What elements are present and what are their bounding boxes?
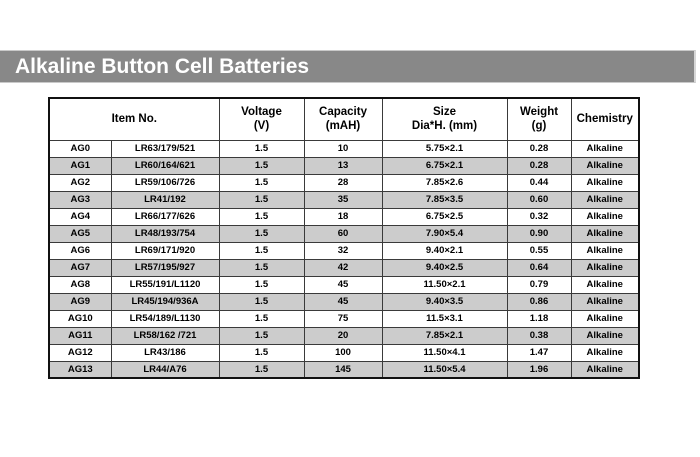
cell-weight: 1.47	[507, 344, 571, 361]
cell-chemistry: Alkaline	[571, 140, 639, 157]
cell-ag: AG12	[49, 344, 111, 361]
cell-capacity: 35	[304, 191, 382, 208]
table-row	[49, 327, 639, 344]
cell-chemistry: Alkaline	[571, 259, 639, 276]
cell-capacity: 18	[304, 208, 382, 225]
cell-weight: 0.32	[507, 208, 571, 225]
cell-size: 9.40×2.1	[382, 242, 507, 259]
cell-weight: 0.55	[507, 242, 571, 259]
cell-voltage: 1.5	[219, 327, 304, 344]
cell-lr: LR63/179/521	[111, 140, 219, 157]
cell-voltage: 1.5	[219, 344, 304, 361]
cell-lr: LR69/171/920	[111, 242, 219, 259]
col-header-voltage	[219, 98, 304, 140]
cell-ag: AG11	[49, 327, 111, 344]
cell-voltage: 1.5	[219, 191, 304, 208]
cell-size: 7.85×3.5	[382, 191, 507, 208]
header-line: Capacity	[319, 105, 367, 118]
cell-lr: LR57/195/927	[111, 259, 219, 276]
header-line: Size	[432, 105, 456, 118]
cell-lr: LR59/106/726	[111, 174, 219, 191]
cell-size: 11.50×4.1	[382, 344, 507, 361]
cell-chemistry: Alkaline	[571, 293, 639, 310]
table-row	[49, 344, 639, 361]
cell-weight: 0.64	[507, 259, 571, 276]
cell-capacity: 45	[304, 293, 382, 310]
header-line: (V)	[253, 120, 270, 133]
cell-lr: LR43/186	[111, 344, 219, 361]
table-body	[49, 140, 639, 378]
cell-weight: 0.44	[507, 174, 571, 191]
table-row	[49, 276, 639, 293]
cell-capacity: 20	[304, 327, 382, 344]
table-row	[49, 293, 639, 310]
cell-size: 9.40×2.5	[382, 259, 507, 276]
cell-capacity: 28	[304, 174, 382, 191]
cell-size: 7.90×5.4	[382, 225, 507, 242]
cell-ag: AG6	[49, 242, 111, 259]
col-header-capacity	[304, 98, 382, 140]
table-row	[49, 208, 639, 225]
table-row	[49, 242, 639, 259]
table-row	[49, 140, 639, 157]
table-row	[49, 191, 639, 208]
table-row	[49, 225, 639, 242]
cell-lr: LR60/164/621	[111, 157, 219, 174]
cell-ag: AG5	[49, 225, 111, 242]
cell-weight: 0.86	[507, 293, 571, 310]
battery-spec-table	[48, 97, 640, 379]
table-row	[49, 174, 639, 191]
col-header-chemistry: Chemistry	[571, 98, 639, 140]
cell-weight: 0.90	[507, 225, 571, 242]
col-header-item-no: Item No.	[49, 98, 219, 140]
cell-voltage: 1.5	[219, 157, 304, 174]
cell-lr: LR44/A76	[111, 361, 219, 378]
header-row	[49, 98, 639, 140]
col-header-weight	[507, 98, 571, 140]
cell-ag: AG7	[49, 259, 111, 276]
header-line: Dia*H. (mm)	[411, 120, 478, 133]
cell-size: 7.85×2.6	[382, 174, 507, 191]
header-line: Weight	[519, 105, 559, 118]
cell-lr: LR45/194/936A	[111, 293, 219, 310]
header-line: (mAH)	[325, 120, 361, 133]
cell-capacity: 45	[304, 276, 382, 293]
cell-voltage: 1.5	[219, 174, 304, 191]
cell-size: 7.85×2.1	[382, 327, 507, 344]
cell-voltage: 1.5	[219, 259, 304, 276]
cell-chemistry: Alkaline	[571, 310, 639, 327]
cell-weight: 0.60	[507, 191, 571, 208]
cell-weight: 0.79	[507, 276, 571, 293]
cell-ag: AG8	[49, 276, 111, 293]
cell-weight: 1.18	[507, 310, 571, 327]
header-line: (g)	[531, 120, 547, 133]
cell-capacity: 42	[304, 259, 382, 276]
cell-chemistry: Alkaline	[571, 361, 639, 378]
col-header-size	[382, 98, 507, 140]
cell-weight: 1.96	[507, 361, 571, 378]
table-row	[49, 310, 639, 327]
cell-weight: 0.38	[507, 327, 571, 344]
cell-voltage: 1.5	[219, 310, 304, 327]
header-line: Voltage	[241, 105, 282, 118]
cell-chemistry: Alkaline	[571, 208, 639, 225]
cell-voltage: 1.5	[219, 276, 304, 293]
cell-chemistry: Alkaline	[571, 276, 639, 293]
cell-capacity: 145	[304, 361, 382, 378]
cell-chemistry: Alkaline	[571, 191, 639, 208]
cell-voltage: 1.5	[219, 242, 304, 259]
cell-voltage: 1.5	[219, 225, 304, 242]
cell-voltage: 1.5	[219, 208, 304, 225]
cell-chemistry: Alkaline	[571, 225, 639, 242]
cell-chemistry: Alkaline	[571, 157, 639, 174]
cell-ag: AG4	[49, 208, 111, 225]
cell-voltage: 1.5	[219, 140, 304, 157]
cell-ag: AG0	[49, 140, 111, 157]
cell-lr: LR66/177/626	[111, 208, 219, 225]
cell-capacity: 100	[304, 344, 382, 361]
cell-size: 6.75×2.1	[382, 157, 507, 174]
cell-lr: LR41/192	[111, 191, 219, 208]
cell-ag: AG3	[49, 191, 111, 208]
table-row	[49, 157, 639, 174]
cell-ag: AG9	[49, 293, 111, 310]
cell-voltage: 1.5	[219, 361, 304, 378]
table-row	[49, 361, 639, 378]
title-bar	[0, 50, 696, 83]
cell-size: 11.50×5.4	[382, 361, 507, 378]
page-title: Alkaline Button Cell Batteries	[15, 54, 310, 78]
cell-lr: LR48/193/754	[111, 225, 219, 242]
cell-ag: AG13	[49, 361, 111, 378]
table-row	[49, 259, 639, 276]
cell-size: 9.40×3.5	[382, 293, 507, 310]
cell-capacity: 13	[304, 157, 382, 174]
cell-lr: LR54/189/L1130	[111, 310, 219, 327]
cell-chemistry: Alkaline	[571, 327, 639, 344]
cell-size: 11.50×2.1	[382, 276, 507, 293]
cell-ag: AG1	[49, 157, 111, 174]
cell-size: 6.75×2.5	[382, 208, 507, 225]
cell-capacity: 60	[304, 225, 382, 242]
cell-lr: LR55/191/L1120	[111, 276, 219, 293]
cell-size: 5.75×2.1	[382, 140, 507, 157]
cell-capacity: 10	[304, 140, 382, 157]
cell-voltage: 1.5	[219, 293, 304, 310]
cell-ag: AG10	[49, 310, 111, 327]
cell-lr: LR58/162 /721	[111, 327, 219, 344]
cell-size: 11.5×3.1	[382, 310, 507, 327]
cell-weight: 0.28	[507, 157, 571, 174]
cell-weight: 0.28	[507, 140, 571, 157]
cell-chemistry: Alkaline	[571, 174, 639, 191]
cell-chemistry: Alkaline	[571, 242, 639, 259]
cell-chemistry: Alkaline	[571, 344, 639, 361]
cell-capacity: 75	[304, 310, 382, 327]
cell-capacity: 32	[304, 242, 382, 259]
cell-ag: AG2	[49, 174, 111, 191]
